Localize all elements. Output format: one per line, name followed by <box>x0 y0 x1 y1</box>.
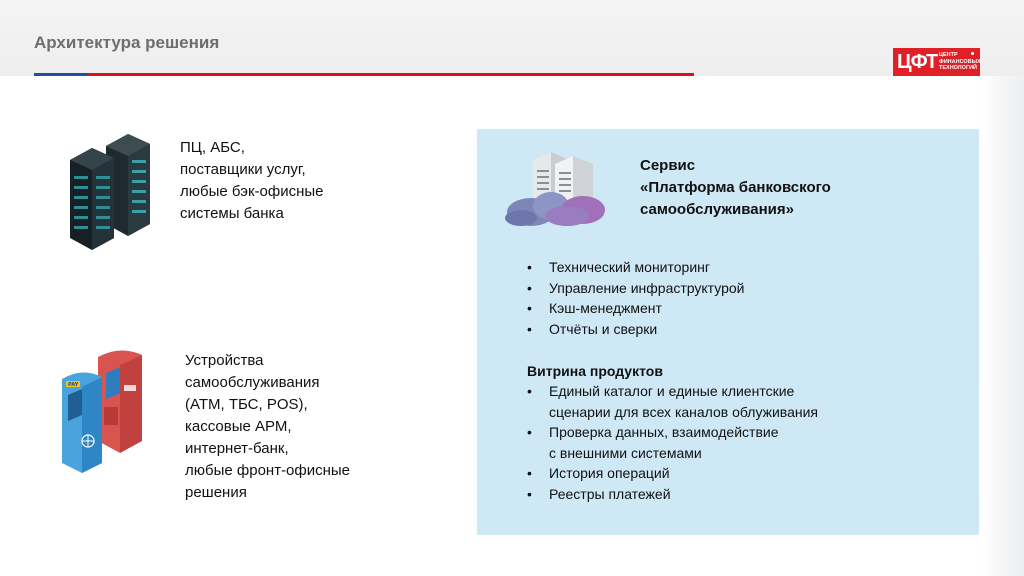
list-item: • Кэш-менеджмент <box>527 298 745 319</box>
text-line: (АТМ, ТБС, POS), <box>185 396 308 413</box>
right-edge-shade <box>980 76 1024 576</box>
list-item <box>527 463 818 484</box>
text-line: самообслуживания <box>185 374 320 391</box>
list-item <box>527 422 818 463</box>
cloud-server-icon <box>503 150 613 230</box>
service-title-line: Сервис <box>640 157 696 174</box>
logo-text <box>939 52 979 72</box>
service-features-list <box>527 257 745 339</box>
server-racks-icon <box>66 132 154 250</box>
backend-systems-text <box>180 137 324 225</box>
logo-text-line: ФИНАНСОВЫХ <box>939 58 981 65</box>
svg-text:PAY: PAY <box>68 382 79 388</box>
frontend-systems-text <box>185 350 350 504</box>
list-item-line: с внешними системами <box>549 444 702 461</box>
list-item-line: сценарии для всех каналов облуживания <box>549 403 819 420</box>
title-rule-blue <box>34 73 88 76</box>
text-line: ПЦ, АБС, <box>180 139 245 156</box>
text-line: любые фронт-офисные <box>185 462 351 479</box>
text-line: системы банка <box>180 205 284 222</box>
list-item-line: • Реестры платежей <box>549 485 671 502</box>
service-title-line: «Платформа банковского <box>640 179 831 196</box>
text-line: решения <box>185 484 247 501</box>
logo-mark: ЦФТ <box>897 51 938 73</box>
text-line: любые бэк-офисные <box>180 183 324 200</box>
list-item-line: • Проверка данных, взаимодействие <box>549 424 779 440</box>
logo-registered-mark <box>971 52 974 55</box>
service-title-line: самообслуживания» <box>640 201 794 218</box>
text-line: Устройства <box>185 352 264 369</box>
list-item-line: • История операций <box>549 465 670 481</box>
list-item: • Отчёты и сверки <box>527 319 745 340</box>
service-title <box>640 155 831 221</box>
list-item: • Технический мониторинг <box>527 257 745 278</box>
showcase-list <box>527 381 818 504</box>
page-title: Архитектура решения <box>34 33 220 52</box>
logo-text-line: ТЕХНОЛОГИЙ <box>939 65 977 71</box>
list-item-line: • Единый каталог и единые клиентские <box>549 383 795 399</box>
text-line: кассовые АРМ, <box>185 418 292 435</box>
cft-logo <box>893 48 980 76</box>
showcase-heading: Витрина продуктов <box>527 363 663 379</box>
self-service-terminals-icon <box>58 345 154 473</box>
list-item: • Управление инфраструктурой <box>527 278 745 299</box>
list-item <box>527 484 818 505</box>
list-item <box>527 381 818 422</box>
title-rule-red <box>88 73 694 76</box>
logo-text-line: ЦЕНТР <box>939 52 958 58</box>
text-line: поставщики услуг, <box>180 161 306 178</box>
text-line: интернет-банк, <box>185 440 289 457</box>
